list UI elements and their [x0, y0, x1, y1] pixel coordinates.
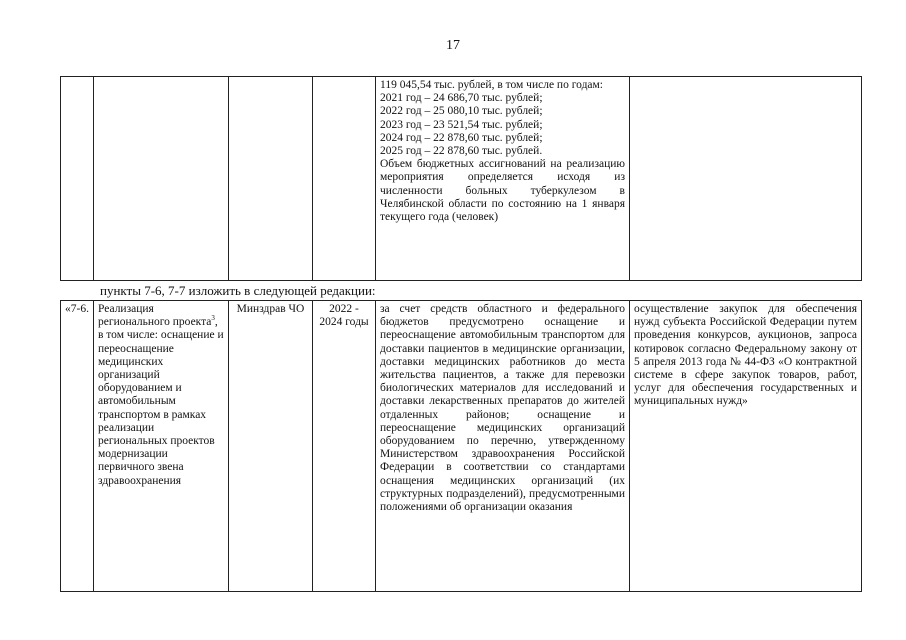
funding-2025: 2025 год – 22 878,60 тыс. рублей. — [380, 145, 543, 158]
footnote-mark: 3 — [211, 314, 215, 323]
item-executor: Минздрав ЧО — [229, 301, 313, 592]
table-row — [61, 301, 862, 592]
item-procurement: осуществление закупок для обеспечения нужд субъекта Российской Федерации путем проведения конкурсов, аукционов, запроса котировок согласно Федеральному закону от 5 апреля 2013 года № 44-ФЗ «О контрактной системе в сфере закупок товаров, работ, услуг для обеспечения государственных и муниципальных нужд» — [630, 301, 862, 592]
item-description: за счет средств областного и федерального бюджетов предусмотрено оснащение и переоснащение автомобильным транспортом для доставки пациентов в медицинские организации, доставки медицинских работников до места жительства пациентов, а также для перевозки биологических материалов для исследований и доставки лекарственных препаратов до жителей отдаленных районов; оснащение и переоснащение медицинских организаций оборудованием по перечню, утвержденному Министерством здравоохранения Российской Федерации в соответствии со стандартами оснащения медицинских организаций (их структурных подразделений), предусмотренными положениями об организации оказания — [376, 301, 630, 592]
item-name — [94, 301, 229, 592]
period-cell — [313, 77, 376, 281]
name-cell — [94, 77, 229, 281]
table-row — [61, 77, 862, 281]
item-name-text-continued: , в том числе: оснащение и переоснащение медицинских организаций оборудованием и автомобильным транспортом в рамках реализации региональных проектов модернизации первичного звена здравоохранения — [98, 316, 224, 487]
item-number: «7-6. — [61, 301, 94, 592]
amended-items-table — [60, 300, 862, 592]
executor-cell — [229, 77, 313, 281]
funding-description-cell — [376, 77, 630, 281]
item-name-text: Реализация регионального проекта — [98, 303, 212, 329]
funding-2021: 2021 год – 24 686,70 тыс. рублей; — [380, 92, 543, 105]
page-number: 17 — [446, 38, 460, 53]
procurement-cell — [630, 77, 862, 281]
amendment-instruction: пункты 7-6, 7-7 изложить в следующей редакции: — [100, 283, 376, 298]
item-period: 2022 - 2024 годы — [313, 301, 376, 592]
funding-2022: 2022 год – 25 080,10 тыс. рублей; — [380, 105, 543, 118]
continuation-table — [60, 76, 862, 281]
funding-basis: Объем бюджетных ассигнований на реализацию мероприятия определяется исходя из численности больных туберкулезом в Челябинской области по состоянию на 1 января текущего года (человек) — [380, 158, 625, 224]
funding-2023: 2023 год – 23 521,54 тыс. рублей; — [380, 118, 543, 131]
funding-2024: 2024 год – 22 878,60 тыс. рублей; — [380, 131, 543, 144]
number-cell — [61, 77, 94, 281]
funding-total: 119 045,54 тыс. рублей, в том числе по годам: — [380, 79, 603, 91]
